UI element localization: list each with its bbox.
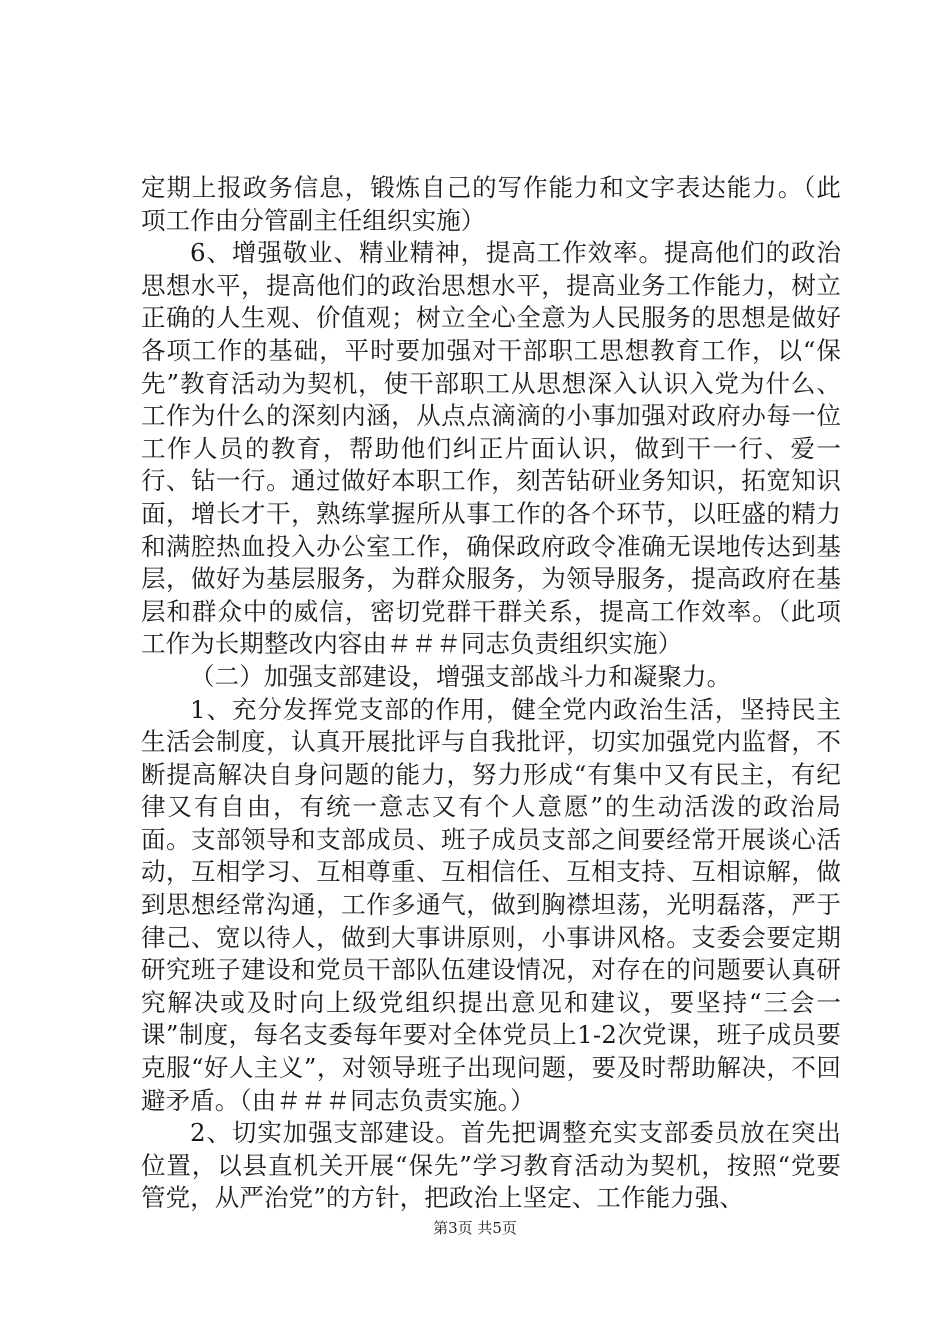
paragraph-item-2: 2、切实加强支部建设。首先把调整充实支部委员放在突出位置，以县直机关开展“保先”学习教育活动为契机，按照“党要管党，从严治党”的方针，把政治上坚定、工作能力强、 bbox=[141, 1118, 841, 1213]
paragraph-item-6: 6、增强敬业、精业精神，提高工作效率。提高他们的政治思想水平，提高他们的政治思想水平，提高业务工作能力，树立正确的人生观、价值观；树立全心全意为人民服务的思想是做好各项工作的基础，平时要加强对干部职工思想教育工作，以“保先”教育活动为契机，使干部职工从思想深入认识入党为什么、工作为什么的深刻内涵，从点点滴滴的小事加强对政府办每一位工作人员的教育，帮助他们纠正片面认识，做到干一行、爱一行、钻一行。通过做好本职工作，刻苦钻研业务知识，拓宽知识面，增长才干，熟练掌握所从事工作的各个环节，以旺盛的精力和满腔热血投入办公室工作，确保政府政令准确无误地传达到基层，做好为基层服务，为群众服务，为领导服务，提高政府在基层和群众中的威信，密切党群干群关系，提高工作效率。（此项工作为长期整改内容由＃＃＃同志负责组织实施） bbox=[141, 238, 841, 659]
document-body bbox=[141, 172, 841, 1215]
page-number-footer: 第3页 共5页 bbox=[433, 1219, 517, 1237]
paragraph-continuation: 定期上报政务信息，锻炼自己的写作能力和文字表达能力。（此项工作由分管副主任组织实施） bbox=[141, 173, 841, 235]
section-heading-2: （二）加强支部建设，增强支部战斗力和凝聚力。 bbox=[190, 661, 732, 691]
paragraph-item-1: 1、充分发挥党支部的作用，健全党内政治生活，坚持民主生活会制度，认真开展批评与自我批评，切实加强党内监督，不断提高解决自身问题的能力，努力形成“有集中又有民主，有纪律又有自由，有统一意志又有个人意愿”的生动活泼的政治局面。支部领导和支部成员、班子成员支部之间要经常开展谈心活动，互相学习、互相尊重、互相信任、互相支持、互相谅解，做到思想经常沟通，工作多通气，做到胸襟坦荡，光明磊落，严于律己、宽以待人，做到大事讲原则，小事讲风格。支委会要定期研究班子建设和党员干部队伍建设情况，对存在的问题要认真研究解决或及时向上级党组织提出意见和建议，要坚持“三会一课”制度，每名支委每年要对全体党员上1-2次党课，班子成员要克服“好人主义”，对领导班子出现问题，要及时帮助解决，不回避矛盾。（由＃＃＃同志负责实施。） bbox=[141, 694, 841, 1115]
